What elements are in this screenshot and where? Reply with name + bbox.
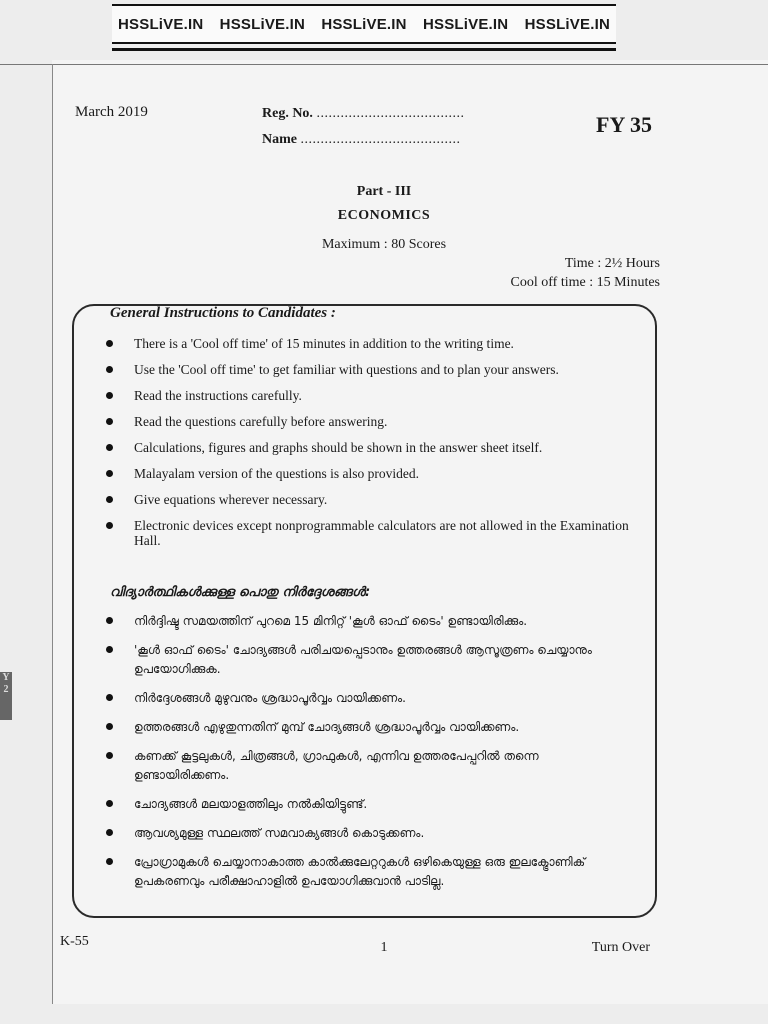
exam-subject: ECONOMICS [337,208,431,223]
malayalam-instruction-item: നിർദ്ദേശങ്ങൾ മുഴുവനും ശ്രദ്ധാപൂർവ്വം വായിക്കണം. [104,689,634,708]
exam-date: March 2019 [75,104,148,120]
exam-time: Time : 2½ Hours [564,256,660,271]
reg-no-label: Reg. No. [262,106,313,121]
instruction-item: Electronic devices except nonprogrammable calculators are not allowed in the Examination Hall. [104,518,644,548]
banner-underline [112,48,616,51]
instruction-item: Use the 'Cool off time' to get familiar with questions and to plan your answers. [104,362,644,377]
name-label: Name [262,132,297,147]
malayalam-instructions-list [104,612,634,901]
reg-no-blank: ..................................... [316,106,465,121]
malayalam-instruction-item: ഉത്തരങ്ങൾ എഴുതുന്നതിന് മുമ്പ് ചോദ്യങ്ങൾ ശ്രദ്ധാപൂർവ്വം വായിക്കണം. [104,718,634,737]
hsslive-banner [112,4,616,44]
malayalam-instruction-item: 'കൂൾ ഓഫ് ടൈം' ചോദ്യങ്ങൾ പരിചയപ്പെടാനും ഉത്തരങ്ങൾ ആസൂത്രണം ചെയ്യാനും ഉപയോഗിക്കുക. [104,641,634,679]
malayalam-instruction-item: കണക്ക് കൂട്ടലുകൾ, ചിത്രങ്ങൾ, ഗ്രാഫുകൾ, എന്നിവ ഉത്തരപേപ്പറിൽ തന്നെ ഉണ്ടായിരിക്കണം. [104,747,634,785]
malayalam-instruction-item: നിർദ്ദിഷ്ട സമയത്തിന് പുറമെ 15 മിനിറ്റ് 'കൂൾ ഓഫ് ടൈം' ഉണ്ടായിരിക്കും. [104,612,634,631]
name-field [262,132,461,148]
turn-over-label: Turn Over [591,940,650,955]
banner-text: HSSLiVE.IN [118,15,204,33]
sheet-left-edge [52,64,53,1004]
malayalam-instruction-item: ചോദ്യങ്ങൾ മലയാളത്തിലും നൽകിയിട്ടുണ്ട്. [104,795,634,814]
reg-no-field [262,106,464,122]
footer-code: K-55 [60,934,89,949]
banner-text: HSSLiVE.IN [219,15,306,33]
paper-code: FY 35 [596,112,653,137]
page-number: 1 [380,940,388,955]
exam-part: Part - III [356,184,412,199]
side-tab: Y 2 [0,672,12,720]
cool-off-time: Cool off time : 15 Minutes [510,275,660,290]
instruction-item: Malayalam version of the questions is also provided. [104,466,644,481]
banner-text: HSSLiVE.IN [422,15,509,33]
maximum-scores: Maximum : 80 Scores [321,237,447,252]
sheet-top-edge [0,64,768,65]
instruction-item: There is a 'Cool off time' of 15 minutes in addition to the writing time. [104,336,644,351]
general-instructions-heading: General Instructions to Candidates : [110,305,336,321]
name-blank: ........................................ [300,132,461,147]
malayalam-instruction-item: പ്രോഗ്രാമുകൾ ചെയ്യാനാകാത്ത കാൽക്കുലേറ്ററുകൾ ഒഴികെയുള്ള ഒരു ഇലക്ട്രോണിക് ഉപകരണവും പരീക്ഷാഹാളിൽ ഉപയോഗിക്കുവാൻ പാടില്ല. [104,853,634,891]
instruction-item: Calculations, figures and graphs should be shown in the answer sheet itself. [104,440,644,455]
malayalam-instructions-heading: വിദ്യാർത്ഥികൾക്കുള്ള പൊതു നിർദ്ദേശങ്ങൾ: [110,585,371,600]
banner-text: HSSLiVE.IN [524,15,610,33]
general-instructions-list [104,336,644,559]
instruction-item: Read the questions carefully before answering. [104,414,644,429]
malayalam-instruction-item: ആവശ്യമുള്ള സ്ഥലത്ത് സമവാക്യങ്ങൾ കൊടുക്കണം. [104,824,634,843]
instruction-item: Read the instructions carefully. [104,388,644,403]
banner-text: HSSLiVE.IN [321,15,407,33]
instruction-item: Give equations wherever necessary. [104,492,644,507]
